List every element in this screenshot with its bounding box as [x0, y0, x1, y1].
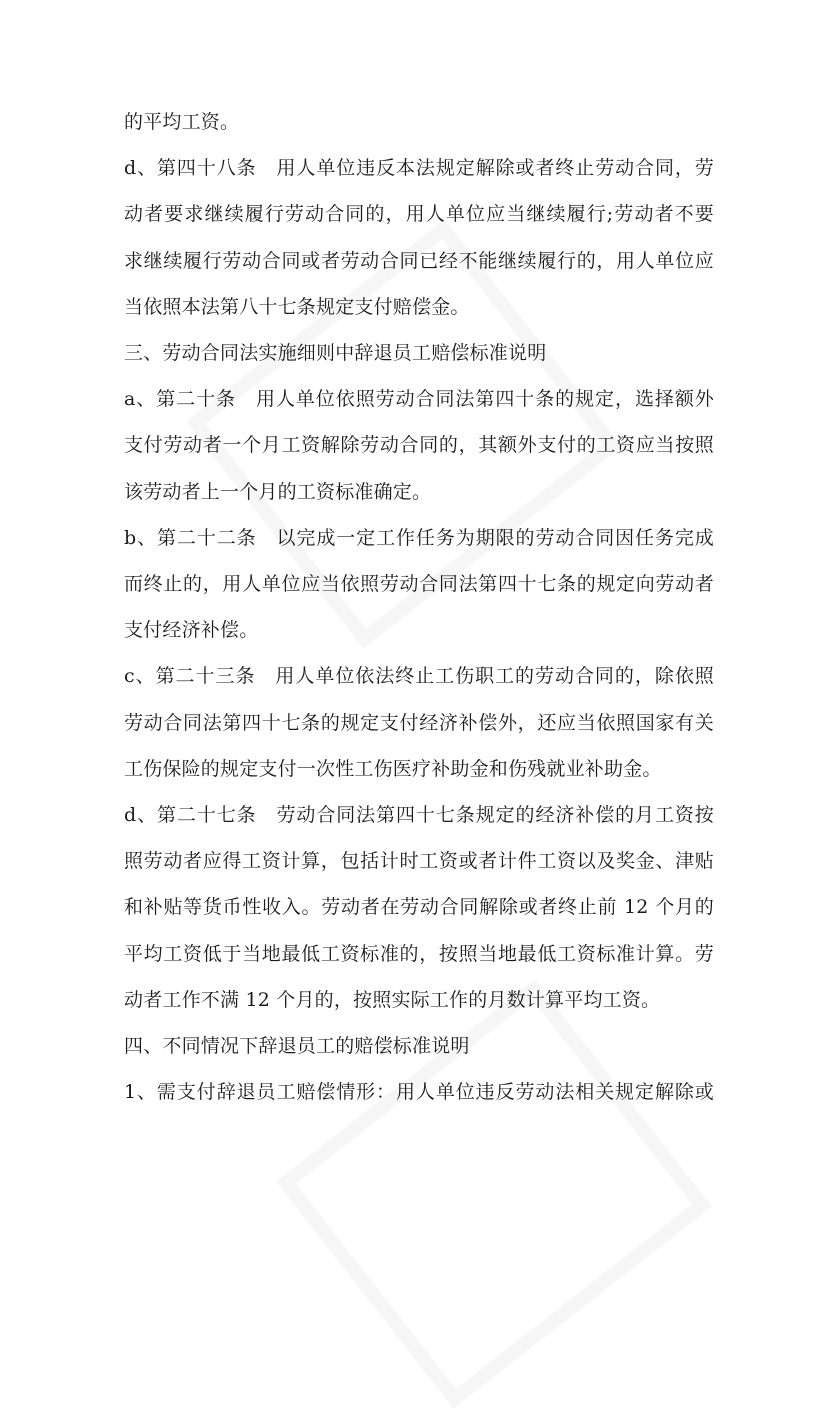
section-heading: 四、不同情况下辞退员工的赔偿标准说明	[124, 1035, 470, 1057]
text-line: 动者工作不满 12 个月的，按照实际工作的月数计算平均工资。	[124, 989, 661, 1011]
text-line: c、第二十三条 用人单位依法终止工伤职工的劳动合同的，除依照	[124, 665, 714, 687]
text-line: 支付经济补偿。	[124, 619, 259, 641]
text-line: 和补贴等货币性收入。劳动者在劳动合同解除或者终止前 12 个月的	[124, 896, 714, 918]
text-line: 求继续履行劳动合同或者劳动合同已经不能继续履行的，用人单位应	[124, 250, 714, 272]
text-line: 的平均工资。	[124, 111, 240, 133]
text-line: d、第四十八条 用人单位违反本法规定解除或者终止劳动合同，劳	[124, 157, 714, 179]
text-line: 平均工资低于当地最低工资标准的，按照当地最低工资标准计算。劳	[124, 943, 714, 965]
text-line: 当依照本法第八十七条规定支付赔偿金。	[124, 296, 470, 318]
text-line: 工伤保险的规定支付一次性工伤医疗补助金和伤残就业补助金。	[124, 758, 662, 780]
section-heading: 三、劳动合同法实施细则中辞退员工赔偿标准说明	[124, 342, 547, 364]
text-line: 动者要求继续履行劳动合同的，用人单位应当继续履行;劳动者不要	[124, 203, 714, 225]
text-line: 支付劳动者一个月工资解除劳动合同的，其额外支付的工资应当按照	[124, 434, 714, 456]
text-line: 而终止的，用人单位应当依照劳动合同法第四十七条的规定向劳动者	[124, 573, 714, 595]
text-line: 照劳动者应得工资计算，包括计时工资或者计件工资以及奖金、津贴	[124, 850, 714, 872]
text-line: 劳动合同法第四十七条的规定支付经济补偿外，还应当依照国家有关	[124, 712, 714, 734]
text-line: 该劳动者上一个月的工资标准确定。	[124, 481, 432, 503]
text-line: b、第二十二条 以完成一定工作任务为期限的劳动合同因任务完成	[124, 527, 714, 549]
text-line: 1、需支付辞退员工赔偿情形：用人单位违反劳动法相关规定解除或	[124, 1081, 714, 1103]
text-line: d、第二十七条 劳动合同法第四十七条规定的经济补偿的月工资按	[124, 804, 714, 826]
text-line: a、第二十条 用人单位依照劳动合同法第四十条的规定，选择额外	[124, 388, 714, 410]
